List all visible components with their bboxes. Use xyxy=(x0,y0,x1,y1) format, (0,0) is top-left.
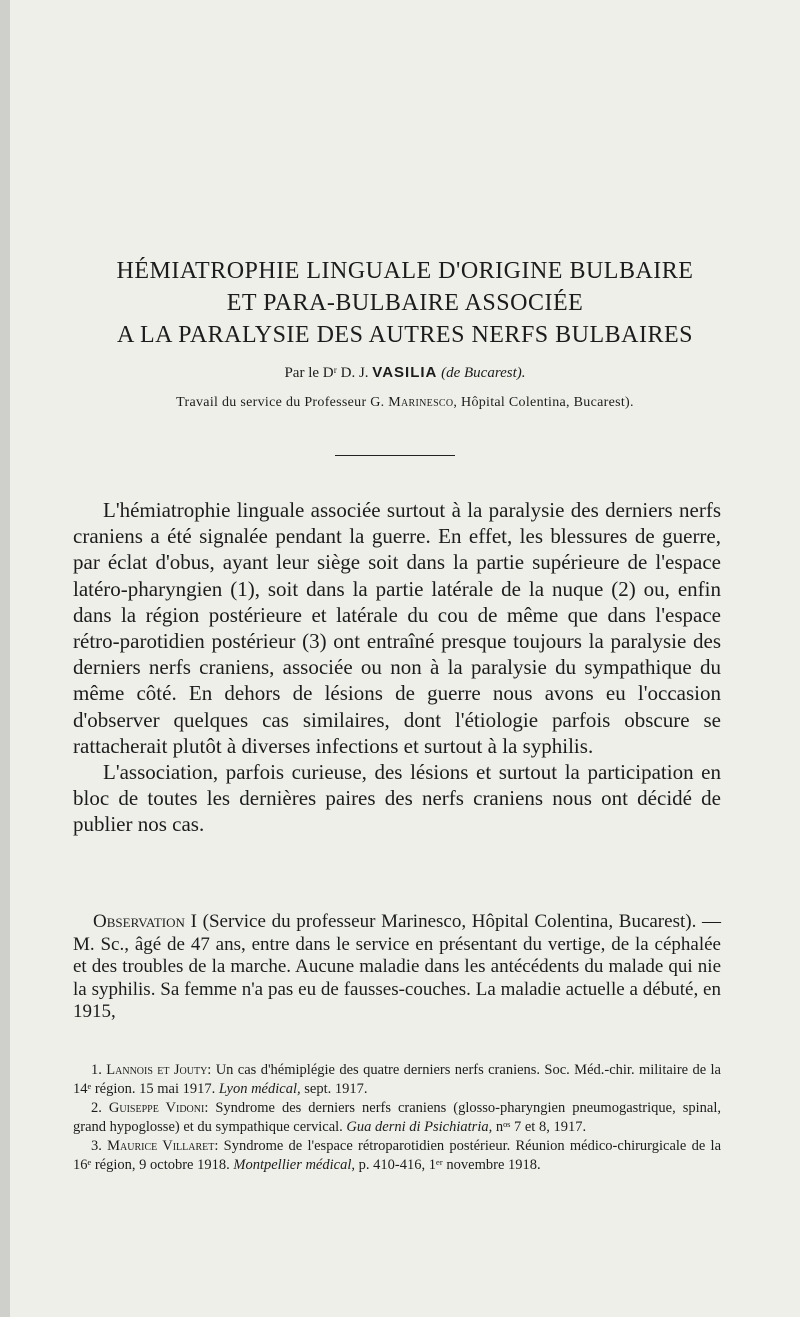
main-text xyxy=(73,497,721,838)
title-line-2: ET PARA-BULBAIRE ASSOCIÉE xyxy=(226,290,584,316)
article-title xyxy=(10,255,800,351)
footnote-tail: p. 410-416, 1ᵉʳ novembre 1918. xyxy=(358,1156,541,1173)
title-line-3: A LA PARALYSIE DES AUTRES NERFS BULBAIRES xyxy=(117,322,693,348)
footnote-number: 1. xyxy=(91,1062,102,1078)
author-name: VASILIA xyxy=(372,364,438,381)
footnote-journal: Montpellier médical, xyxy=(233,1156,355,1173)
footnote-tail: sept. 1917. xyxy=(304,1080,368,1097)
footnote xyxy=(73,1099,721,1136)
observation-text: (Service du professeur Marinesco, Hôpital Colentina, Bucarest). — M. Sc., âgé de 47 ans, entre dans le service en présentant du vertige, de la céphalée et des troubles de la marche. Aucune maladie dans les antécédents du malade qui nie la syphilis. Sa femme n'a pas eu de fausses-couches. La maladie actuelle a débuté, en 1915, xyxy=(73,911,722,1022)
observation-paragraph xyxy=(73,911,721,1024)
title-line-1: HÉMIATROPHIE LINGUALE D'ORIGINE BULBAIRE xyxy=(116,258,694,284)
byline-prefix: Par le Dʳ D. J. xyxy=(284,365,369,381)
author-place: (de Bucarest). xyxy=(441,365,526,381)
footnote-text: : Un cas d'hémiplégie des quatre derniers nerfs craniens. Soc. Méd.-chir. militaire de la 14ᵉ région. 15 mai 1917. xyxy=(73,1062,721,1097)
footnote-number: 3. xyxy=(91,1138,102,1154)
byline xyxy=(10,364,800,382)
affiliation-professor: Marinesco, xyxy=(388,395,458,410)
footnotes xyxy=(73,1061,721,1175)
footnote-tail: nᵒˢ 7 et 8, 1917. xyxy=(495,1118,587,1135)
footnote-text: : Syndrome des derniers nerfs craniens (glosso-pharyngien pneumogastrique, spinal, grand hypoglosse) et du sympathique cervical. xyxy=(73,1100,721,1135)
footnote-number: 2. xyxy=(91,1100,102,1116)
footnote xyxy=(73,1137,721,1174)
affiliation-before: Travail du service du Professeur G. xyxy=(176,395,385,410)
footnote xyxy=(73,1061,721,1098)
paragraph-2: L'association, parfois curieuse, des lésions et surtout la participation en bloc de toutes les dernières paires des nerfs craniens nous ont décidé de publier nos cas. xyxy=(73,760,721,837)
paragraph-1: L'hémiatrophie linguale associée surtout à la paralysie des derniers nerfs craniens a été signalée pendant la guerre. En effet, les blessures de guerre, par éclat d'obus, ayant leur siège soit dans la partie supérieure de l'espace latéro-pharyngien (1), soit dans la partie latérale de la nuque (2) ou, enfin dans la région postérieure et latérale du cou de même que dans l'espace rétro-parotidien postérieur (3) ont entraîné presque toujours la paralysie des derniers nerfs craniens, associée ou non à la paralysie du sympathique du même côté. En dehors de lésions de guerre nous avons eu l'occasion d'observer quelques cas similaires, dont l'étiologie parfois obscure se rattacherait plutôt à diverses infections et surtout à la syphilis. xyxy=(73,498,721,758)
footnote-journal: Lyon médical, xyxy=(218,1080,301,1097)
footnote-text: : Syndrome de l'espace rétroparotidien postérieur. Réunion médico-chirurgicale de la 16ᵉ région, 9 octobre 1918. xyxy=(73,1138,722,1173)
footnote-authors: Guiseppe Vidoni xyxy=(108,1100,205,1116)
page xyxy=(10,0,800,1317)
observation-section xyxy=(73,911,721,1024)
footnote-authors: Lannois et Jouty xyxy=(106,1062,208,1078)
footnote-journal: Gua derni di Psichiatria, xyxy=(346,1118,493,1135)
observation-label: Observation I xyxy=(93,911,197,932)
footnote-authors: Maurice Villaret xyxy=(107,1138,215,1154)
affiliation xyxy=(10,395,800,411)
affiliation-after: Hôpital Colentina, Bucarest). xyxy=(461,395,634,410)
separator-rule xyxy=(335,455,455,456)
